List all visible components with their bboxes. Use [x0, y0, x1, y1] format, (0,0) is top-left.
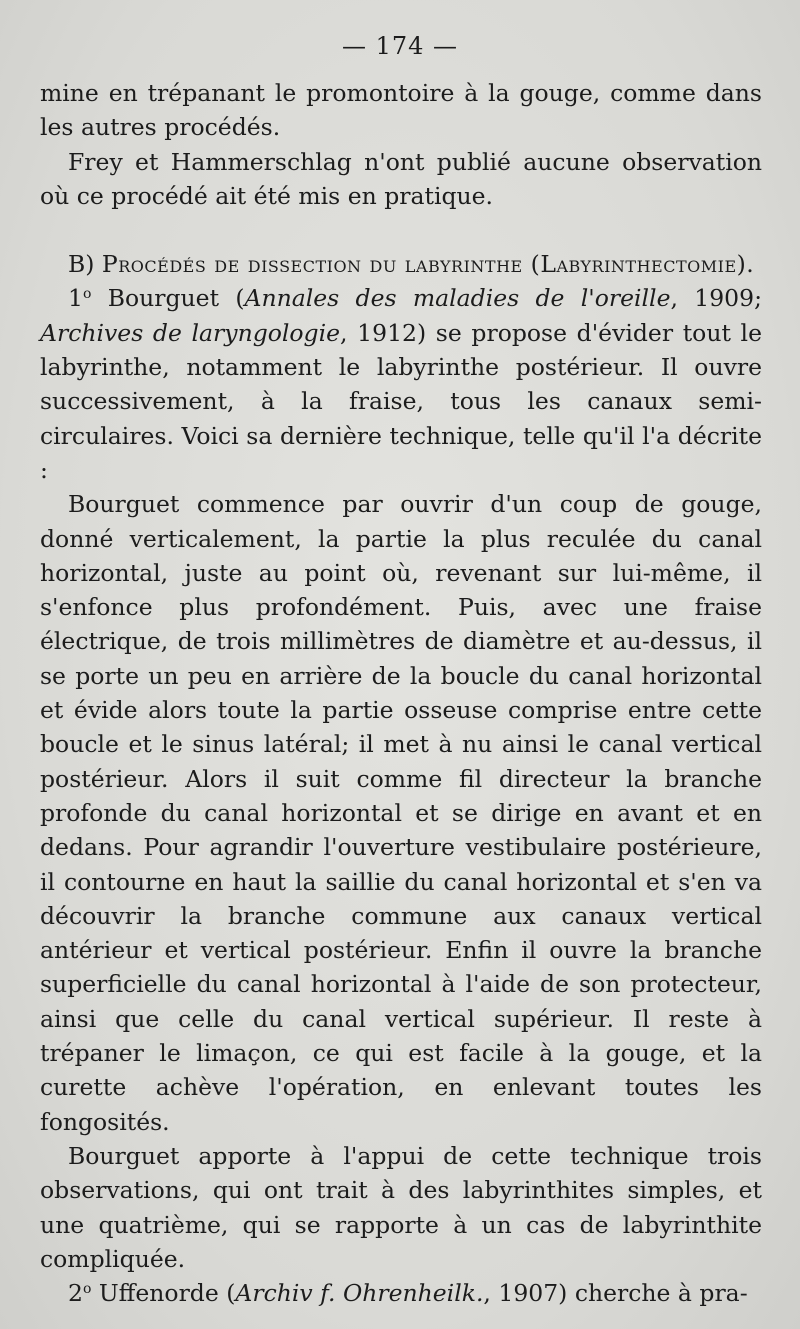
- item-number: 2: [68, 1279, 83, 1308]
- section-spacer: [40, 213, 762, 247]
- section-title: Procédés de dissection du labyrinthe (Labyrinthectomie).: [101, 250, 755, 279]
- section-label: B): [68, 250, 95, 279]
- reference-title: Archives de laryngologie: [40, 318, 341, 347]
- reference-year: , 1909;: [670, 284, 762, 313]
- paragraph-technique: Bourguet commence par ouvrir d'un coup de gouge, donné verticalement, la partie la plus reculée du canal horizontal, juste au point où, revenant sur lui-même, il s'enfonce plus profondément. Puis, avec une fraise électrique, de trois millimètres de diamètre et au-dessus, il se porte un peu en arrière de la boucle du canal horizontal et évide alors toute la partie osseuse comprise entre cette boucle et le sinus latéral; il met à nu ainsi le canal vertical postérieur. Alors il suit comme fil directeur la branche profonde du canal horizontal et se dirige en avant et en dedans. Pour agrandir l'ouverture vestibulaire postérieure, il contourne en haut la saillie du canal horizontal et s'en va découvrir la branche commune aux canaux vertical antérieur et vertical postérieur. Enfin il ouvre la branche superficielle du canal horizontal à l'aide de son protecteur, ainsi que celle du canal vertical supérieur. Il reste à trépaner le limaçon, ce qui est facile à la gouge, et la curette achève l'opération, en enlevant toutes les fongosités.: [40, 490, 762, 1136]
- ordinal-marker: o: [82, 1281, 92, 1298]
- body-text: [40, 76, 762, 1310]
- page-number: — 174 —: [341, 32, 459, 60]
- paragraph-text: cherche à pra-: [567, 1279, 748, 1308]
- paragraph-bourguet-intro: [40, 281, 762, 487]
- paragraph-frey: Frey et Hammerschlag n'ont publié aucune observation où ce procédé ait été mis en pratique.: [40, 147, 762, 210]
- author-name: Uffenorde (: [98, 1279, 236, 1308]
- ordinal-marker: o: [82, 286, 92, 303]
- reference-title: Archiv f. Ohrenheilk.: [235, 1279, 484, 1308]
- paragraph-text: se propose d'évider tout le labyrinthe, notamment le labyrinthe postérieur. Il ouvre successivement, à la fraise, tous les canaux semi-circulaires. Voici sa dernière technique, telle qu'il l'a décrite :: [40, 318, 762, 484]
- section-heading: [40, 247, 762, 281]
- reference-title: Annales des maladies de l'oreille: [244, 284, 671, 313]
- item-number: 1: [68, 284, 83, 313]
- paragraph-continuation: mine en trépanant le promontoire à la gouge, comme dans les autres procédés.: [40, 79, 762, 142]
- reference-year: , 1907): [483, 1279, 568, 1308]
- paragraph-uffenorde: [40, 1276, 762, 1310]
- author-name: Bourguet (: [107, 284, 245, 313]
- reference-year: , 1912): [340, 318, 427, 347]
- paragraph-observations: Bourguet apporte à l'appui de cette technique trois observations, qui ont trait à des labyrinthites simples, et une quatrième, qui se rapporte à un cas de labyrinthite compliquée.: [40, 1141, 762, 1273]
